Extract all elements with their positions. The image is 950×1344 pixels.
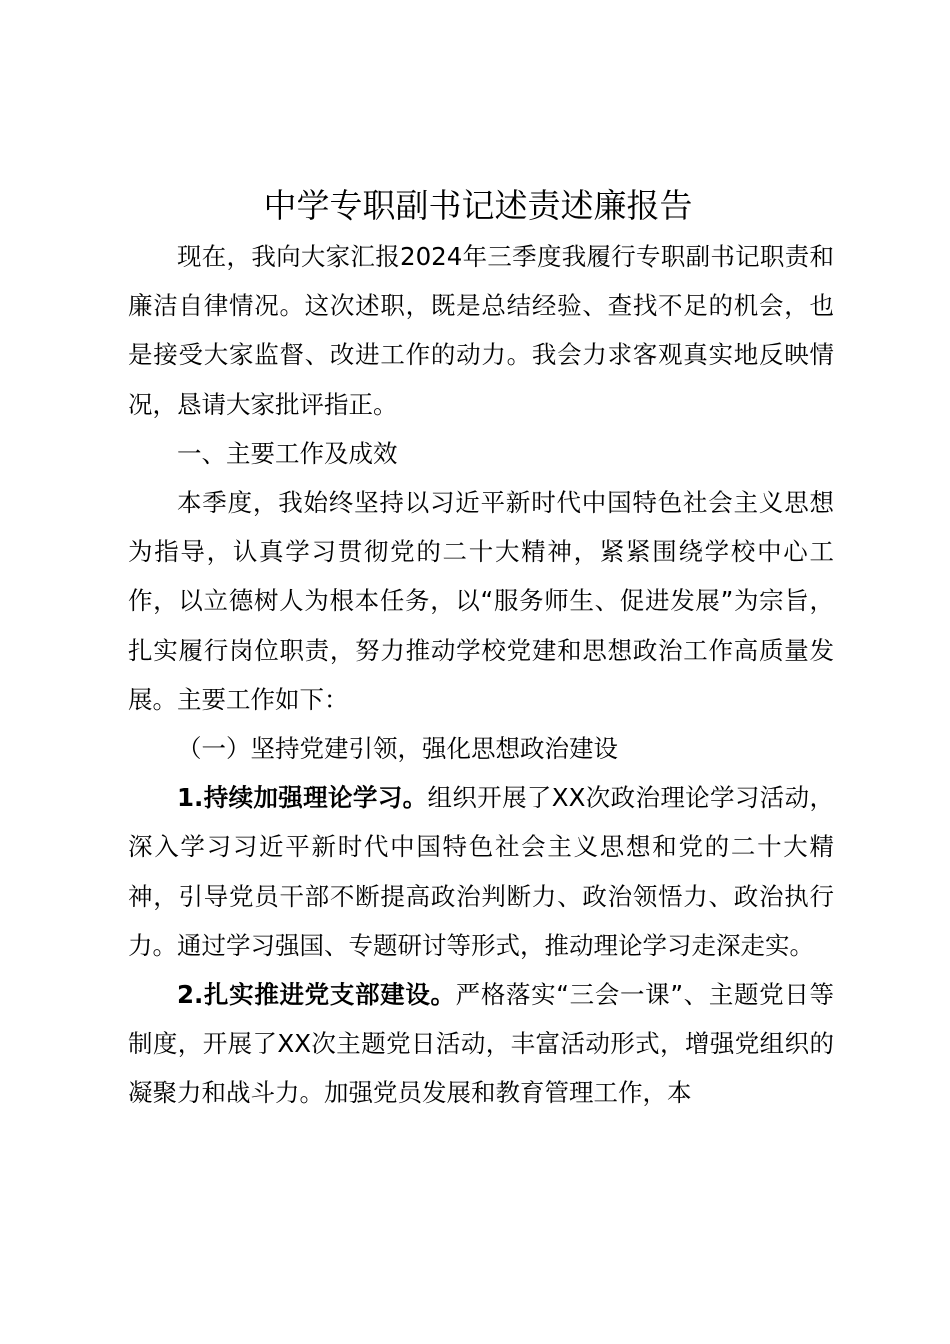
document-title: 中学专职副书记述责述廉报告 <box>263 186 693 225</box>
item-lead-1: 1.持续加强理论学习。 <box>177 783 428 813</box>
document-page <box>128 180 834 1118</box>
item-paragraph-2 <box>128 970 834 1118</box>
intro-paragraph: 现在，我向大家汇报2024年三季度我履行专职副书记职责和廉洁自律情况。这次述职，既是总结经验、查找不足的机会，也是接受大家监督、改进工作的动力。我会力求客观真实地反映情况，恳请大家批评指正。 <box>128 242 834 419</box>
item-body-1: 组织开展了XX次政治理论学习活动，深入学习习近平新时代中国特色社会主义思想和党的二十大精神，引导党员干部不断提高政治判断力、政治领悟力、政治执行力。通过学习强国、专题研讨等形式，推动理论学习走深走实。 <box>128 783 834 960</box>
section-intro-paragraph: 本季度，我始终坚持以习近平新时代中国特色社会主义思想为指导，认真学习贯彻党的二十大精神，紧紧围绕学校中心工作，以立德树人为根本任务，以“服务师生、促进发展”为宗旨，扎实履行岗位职责，努力推动学校党建和思想政治工作高质量发展。主要工作如下： <box>128 488 834 714</box>
item-paragraph-1 <box>128 773 834 970</box>
item-body-2: 严格落实“三会一课”、主题党日等制度，开展了XX次主题党日活动，丰富活动形式，增强党组织的凝聚力和战斗力。加强党员发展和教育管理工作，本 <box>128 980 834 1108</box>
subsection-heading: （一）坚持党建引领，强化思想政治建设 <box>177 734 618 764</box>
item-lead-2: 2.扎实推进党支部建设。 <box>177 980 456 1010</box>
section-heading: 一、主要工作及成效 <box>177 438 398 468</box>
